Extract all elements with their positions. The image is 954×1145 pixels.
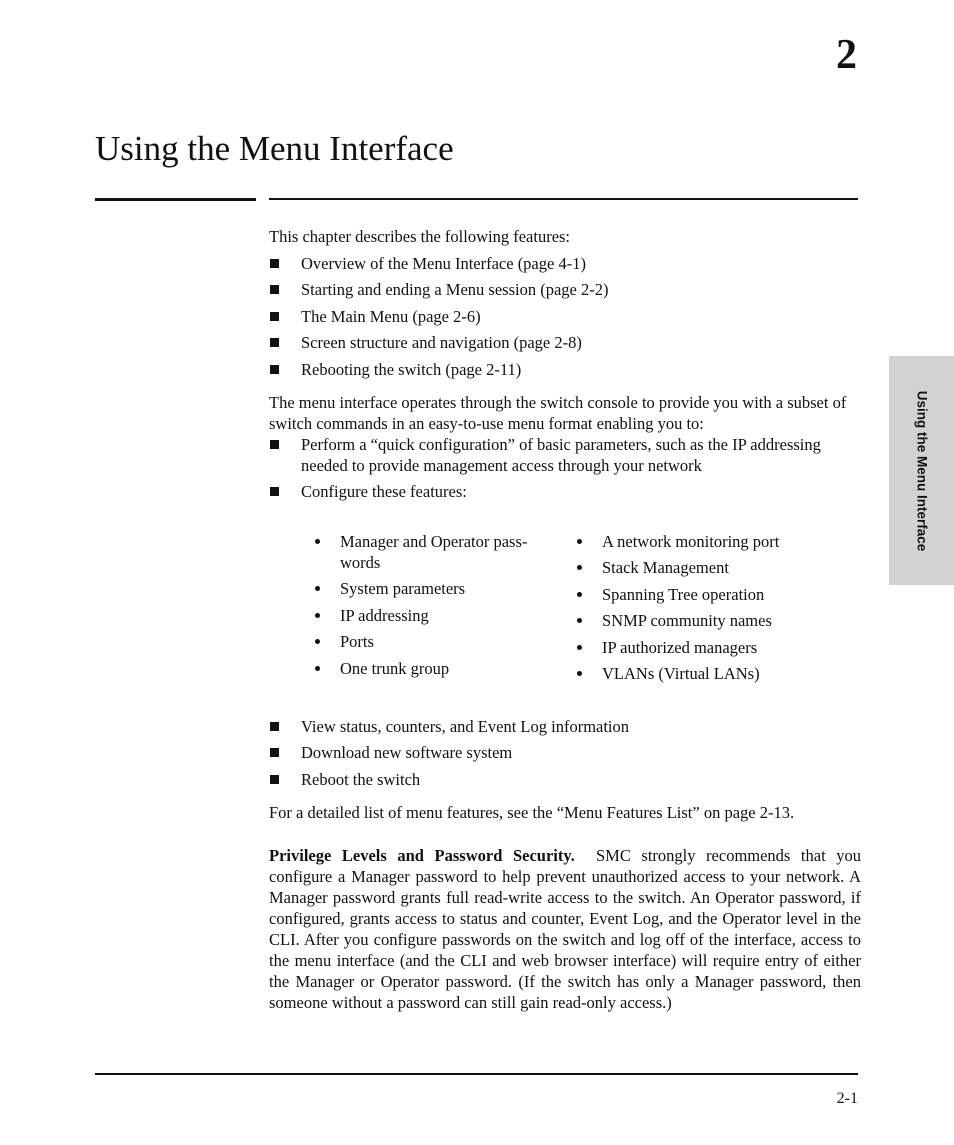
square-bullet-icon — [270, 722, 279, 731]
round-bullet-icon — [577, 565, 582, 570]
list-item — [309, 658, 571, 679]
square-bullet-icon — [270, 748, 279, 757]
square-bullet-icon — [270, 440, 279, 449]
list-item — [269, 742, 861, 763]
list-item — [571, 584, 831, 605]
list-item-text: Perform a “quick configuration” of basic parameters, such as the IP addressing needed to provide management access through your network — [301, 434, 821, 475]
list-item-text: Rebooting the switch (page 2-11) — [301, 359, 522, 379]
list-item-text: Configure these features: — [301, 481, 467, 501]
list-item-text: Reboot the switch — [301, 769, 421, 789]
list-item-text: Spanning Tree operation — [602, 584, 765, 604]
configure-features-right — [571, 531, 831, 690]
menu-description-paragraph: The menu interface operates through the switch console to provide you with a subset of switch commands in an easy-to-use menu format enabling you to: — [269, 392, 847, 433]
list-item — [269, 716, 861, 737]
page-number: 2-1 — [836, 1090, 858, 1107]
title-rule-long — [269, 198, 858, 200]
list-item — [269, 253, 861, 274]
list-item — [269, 769, 861, 790]
square-bullet-icon — [270, 775, 279, 784]
list-item-text: Screen structure and navigation (page 2-8) — [301, 333, 582, 352]
privilege-body: SMC strongly recommends that you configure a Manager password to help prevent unauthorized access to your network. A Manager password grants full read-write access to the switch. An Operator password, if configured, grants access to status and counter, Event Log, and the Operator level in the CLI. After you configure passwords on the switch and log off of the interface, access to the menu interface (and the CLI and web browser interface) will require entry of either the Manager or Operator password. (If the switch has only a Manager password, then someone without a password can still gain read-only access.) — [269, 845, 861, 1012]
list-item — [269, 279, 861, 300]
chapter-side-tab — [889, 356, 954, 585]
list-item-text: SNMP community names — [602, 611, 772, 630]
list-item-text: Manager and Operator pass- words — [340, 531, 528, 572]
list-item — [269, 434, 861, 476]
list-item-text: Starting and ending a Menu session (page 2-2) — [301, 280, 609, 299]
footer-rule — [95, 1073, 858, 1075]
list-item — [269, 359, 861, 380]
round-bullet-icon — [315, 586, 320, 591]
list-item-text: IP addressing — [340, 605, 429, 625]
round-bullet-icon — [315, 539, 320, 544]
list-item — [269, 306, 861, 327]
round-bullet-icon — [577, 539, 582, 544]
list-item — [309, 631, 571, 652]
square-bullet-icon — [270, 259, 279, 268]
list-item-text: One trunk group — [340, 658, 450, 678]
list-item — [571, 557, 831, 578]
list-item-text: System parameters — [340, 579, 466, 598]
round-bullet-icon — [315, 613, 320, 618]
list-item-text: A network monitoring port — [602, 531, 780, 551]
list-item — [309, 578, 571, 599]
chapter-title: Using the Menu Interface — [95, 129, 454, 168]
menu-features-reference: For a detailed list of menu features, see the “Menu Features List” on page 2-13. — [269, 802, 795, 822]
list-item-text: IP authorized managers — [602, 637, 758, 657]
privilege-heading: Privilege Levels and Password Security. — [269, 845, 575, 865]
privilege-paragraph — [269, 845, 861, 1013]
square-bullet-icon — [270, 487, 279, 496]
side-tab-label: Using the Menu Interface — [914, 390, 929, 551]
square-bullet-icon — [270, 338, 279, 347]
round-bullet-icon — [577, 645, 582, 650]
list-item — [269, 481, 861, 502]
list-item-text: VLANs (Virtual LANs) — [602, 664, 760, 683]
list-item-text: The Main Menu (page 2-6) — [301, 306, 481, 326]
list-item — [571, 531, 831, 552]
title-rule-short — [95, 198, 256, 201]
chapter-content — [269, 226, 861, 1013]
list-item — [571, 610, 831, 631]
configure-features-columns — [269, 531, 861, 690]
square-bullet-icon — [270, 312, 279, 321]
feature-list — [269, 253, 861, 380]
intro-paragraph: This chapter describes the following features: — [269, 227, 571, 246]
capability-list — [269, 434, 861, 502]
square-bullet-icon — [270, 285, 279, 294]
list-item-text: View status, counters, and Event Log information — [301, 716, 630, 736]
list-item — [571, 637, 831, 658]
list-item — [309, 531, 571, 573]
more-capabilities-list — [269, 716, 861, 790]
round-bullet-icon — [577, 671, 582, 676]
round-bullet-icon — [315, 639, 320, 644]
chapter-number: 2 — [836, 32, 857, 78]
list-item-text: Overview of the Menu Interface (page 4-1) — [301, 253, 586, 273]
list-item-text: Ports — [340, 632, 374, 651]
list-item — [571, 663, 831, 684]
round-bullet-icon — [315, 666, 320, 671]
list-item — [269, 332, 861, 353]
list-item-text: Download new software system — [301, 743, 513, 762]
list-item-text: Stack Management — [602, 558, 729, 577]
list-item — [309, 605, 571, 626]
round-bullet-icon — [577, 592, 582, 597]
square-bullet-icon — [270, 365, 279, 374]
round-bullet-icon — [577, 618, 582, 623]
configure-features-left — [309, 531, 571, 690]
